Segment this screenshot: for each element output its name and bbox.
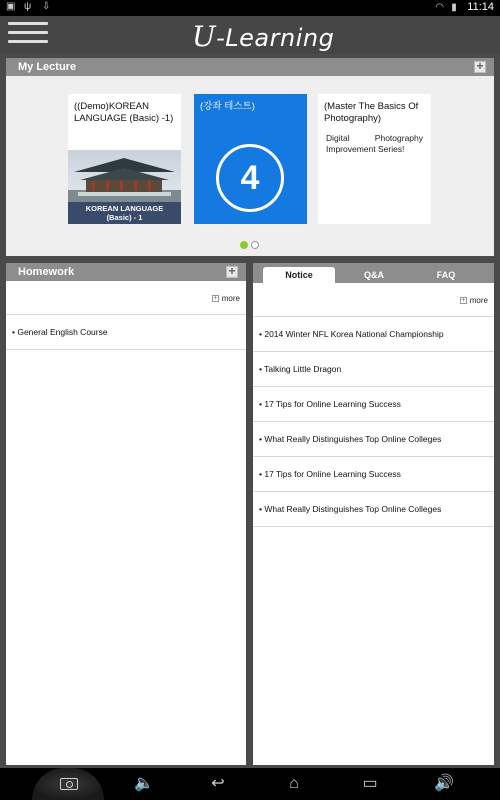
list-item[interactable]: • General English Course [6,315,246,350]
homework-panel [6,263,246,765]
lecture-card-title: (Master The Basics Of Photography) [324,101,419,124]
notice-tabs [253,263,494,283]
my-lecture-panel [6,58,494,256]
palace-thumbnail-image [68,150,181,224]
lecture-card-title: (강좌 테스트) [200,101,255,112]
home-icon[interactable]: ⌂ [289,775,299,792]
my-lecture-header [6,58,494,76]
app-bar [0,16,500,54]
lecture-card-test[interactable] [194,94,307,224]
lecture-card-title: ((Demo)KOREAN LANGUAGE (Basic) -1) [74,101,174,124]
homework-header [6,263,246,281]
hamburger-menu-icon[interactable] [8,22,48,48]
lecture-card-korean[interactable] [68,94,181,224]
lecture-number-badge: 4 [216,144,284,212]
more-row [253,283,494,317]
tab-faq[interactable]: FAQ [436,270,456,280]
plus-icon: + [213,295,218,302]
status-time: 11:14 [467,1,494,13]
list-item[interactable]: • 2014 Winter NFL Korea National Championship [253,317,494,352]
recent-apps-icon[interactable]: ▭ [362,775,378,792]
plus-icon[interactable]: + [226,266,238,278]
carousel-pager [240,241,259,249]
page-dot[interactable] [251,241,259,249]
notice-more-link[interactable]: + more [461,296,488,305]
plus-icon: + [461,297,466,304]
status-bar [0,0,500,16]
battery-icon: ▮ [451,1,457,13]
homework-more-link[interactable]: + more [213,294,240,303]
lecture-card-description: Digital Photography Improvement Series! [326,133,423,154]
my-lecture-title: My Lecture [18,61,77,73]
usb-icon: ψ [24,1,32,12]
list-item[interactable]: • 17 Tips for Online Learning Success [253,387,494,422]
notice-panel [253,263,494,765]
app-title: U-Learning [192,20,335,53]
tab-notice[interactable]: Notice [263,267,335,283]
thumbnail-caption: KOREAN LANGUAGE (Basic) - 1 [68,202,181,224]
list-item[interactable]: • Talking Little Dragon [253,352,494,387]
system-nav-bar [0,768,500,800]
camera-icon[interactable] [32,768,104,800]
back-icon[interactable]: ↩ [211,775,225,792]
list-item[interactable]: • 17 Tips for Online Learning Success [253,457,494,492]
lecture-card-photography[interactable] [318,94,431,224]
homework-title: Homework [18,266,75,278]
plus-icon[interactable]: + [474,61,486,73]
tab-qna[interactable]: Q&A [364,270,384,280]
more-row [6,281,246,315]
wifi-icon: ◠ [435,1,445,13]
list-item[interactable]: • What Really Distinguishes Top Online Colleges [253,422,494,457]
volume-down-icon[interactable]: 🔈 [134,775,154,792]
page-dot-active[interactable] [240,241,248,249]
list-item[interactable]: • What Really Distinguishes Top Online Colleges [253,492,494,527]
download-icon: ⇩ [42,1,51,12]
volume-up-icon[interactable]: 🔊 [434,775,454,792]
screenshot-icon: ▣ [6,1,16,12]
